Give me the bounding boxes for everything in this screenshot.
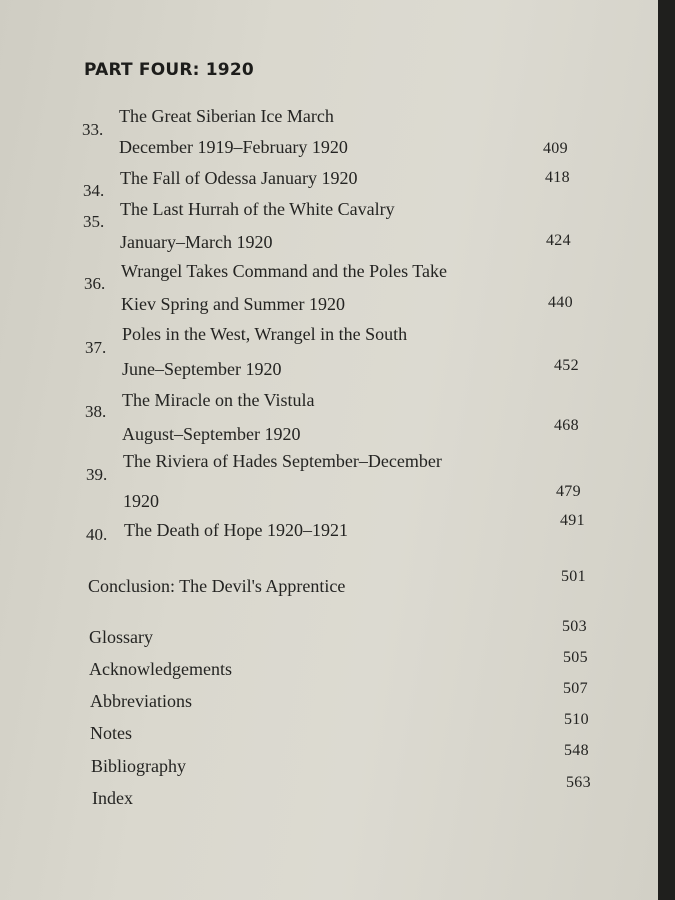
page-number: 501 [561,568,586,585]
chapter-subtitle: January–March 1920 [120,232,273,252]
chapter-number: 37. [85,338,107,357]
bibliography-title: Bibliography [91,756,186,776]
chapter-number: 34. [83,181,105,200]
chapter-title: Poles in the West, Wrangel in the South [122,324,408,344]
index-title: Index [92,788,133,808]
glossary-title: Glossary [89,627,153,647]
chapter-title: The Riviera of Hades September–December [123,451,442,471]
acknowledgements-title: Acknowledgements [89,659,232,679]
chapter-title: Wrangel Takes Command and the Poles Take [121,261,448,281]
conclusion-title: Conclusion: The Devil's Apprentice [88,576,346,596]
chapter-subtitle: December 1919–February 1920 [119,137,348,157]
page-number: 505 [563,649,588,666]
chapter-number: 33. [82,120,104,139]
chapter-subtitle: June–September 1920 [122,359,282,379]
page-number: 440 [548,294,573,311]
page-number: 418 [545,169,570,186]
page-number: 468 [554,417,579,434]
chapter-number: 40. [86,525,108,544]
abbreviations-title: Abbreviations [90,691,192,711]
page-number: 548 [564,742,589,759]
page-number: 510 [564,711,589,728]
chapter-subtitle: August–September 1920 [122,424,301,444]
page-number: 452 [554,357,579,374]
page-number: 507 [563,680,588,697]
notes-title: Notes [90,723,132,743]
chapter-subtitle: 1920 [123,491,159,511]
chapter-subtitle: Kiev Spring and Summer 1920 [121,294,345,314]
page-number: 424 [546,232,571,249]
page-number: 491 [560,512,585,529]
chapter-title: The Death of Hope 1920–1921 [124,520,348,540]
part-title: PART FOUR: 1920 [84,60,254,80]
chapter-number: 35. [83,212,105,231]
page-number: 479 [556,483,581,500]
chapter-number: 36. [84,274,106,293]
page-number: 503 [562,618,587,635]
page-number: 563 [566,774,591,791]
chapter-number: 39. [86,465,108,484]
page-number: 409 [543,140,568,157]
chapter-title: The Last Hurrah of the White Cavalry [120,199,395,219]
chapter-title: The Great Siberian Ice March [119,106,334,126]
chapter-title: The Miracle on the Vistula [122,390,315,410]
chapter-number: 38. [85,402,107,421]
chapter-title: The Fall of Odessa January 1920 [120,168,358,188]
